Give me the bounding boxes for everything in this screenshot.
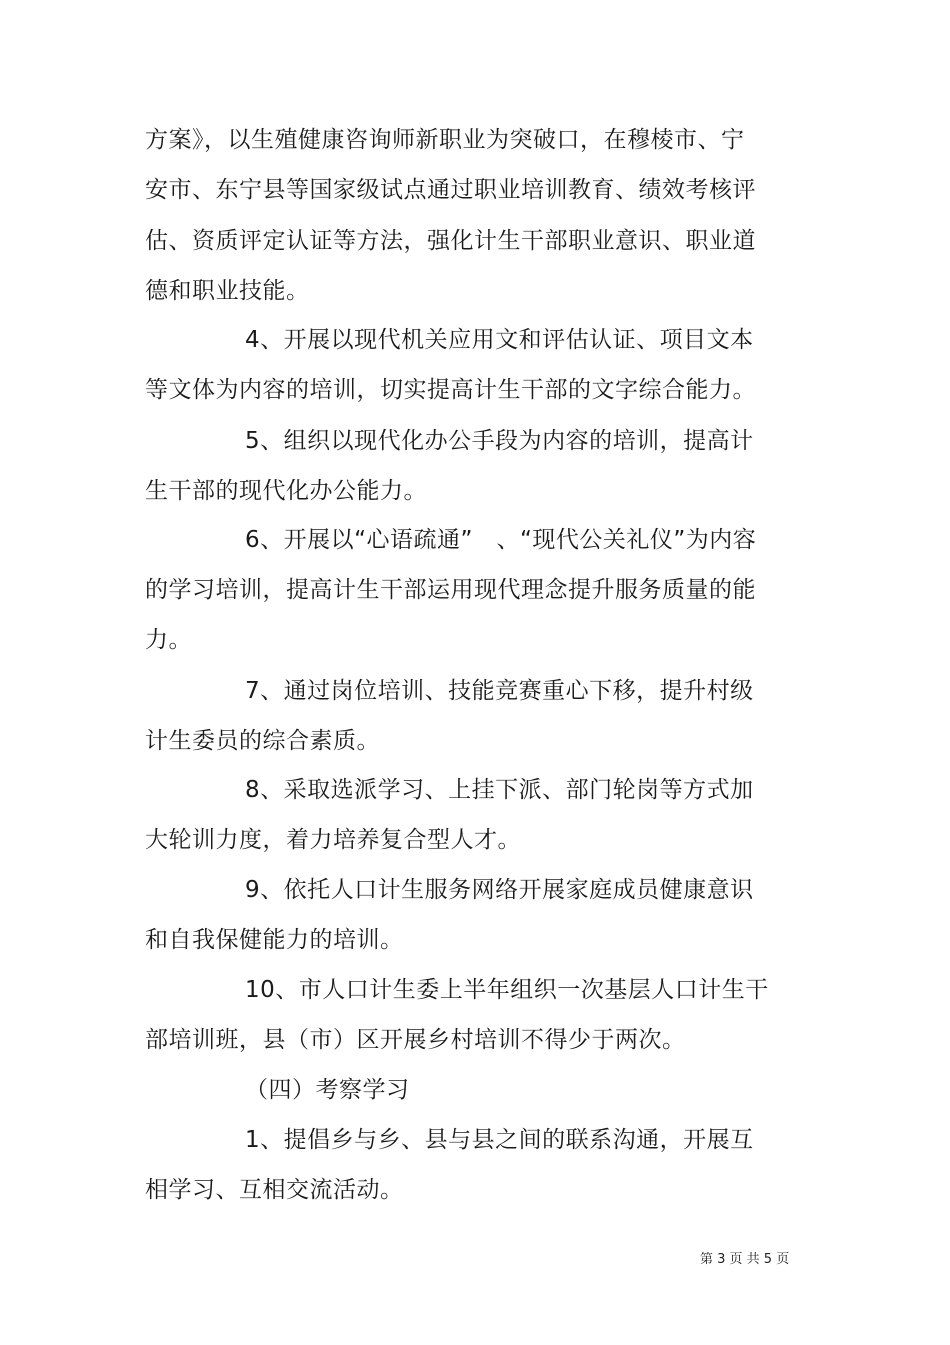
list-item-text: 9、依托人口计生服务网络开展家庭成员健康意识	[245, 877, 754, 903]
list-item-text: 10、市人口计生委上半年组织一次基层人口计生干	[245, 977, 769, 1003]
section-heading: （四）考察学习	[245, 1077, 410, 1103]
body-text-line: 安市、东宁县等国家级试点通过职业培训教育、绩效考核评	[145, 177, 756, 203]
body-text-line: 相学习、互相交流活动。	[145, 1177, 404, 1203]
page-number-footer: 第 3 页 共 5 页	[700, 1252, 790, 1267]
list-item-text: 1、提倡乡与乡、县与县之间的联系沟通，开展互	[245, 1127, 754, 1153]
list-item-text: 4、开展以现代机关应用文和评估认证、项目文本	[245, 327, 754, 353]
list-item-text: 5、组织以现代化办公手段为内容的培训，提高计	[245, 428, 754, 454]
body-text-line: 的学习培训，提高计生干部运用现代理念提升服务质量的能	[145, 577, 756, 603]
list-item-text: 6、开展以“心语疏通” 、“现代公关礼仪”为内容	[245, 527, 757, 553]
body-text-line: 等文体为内容的培训，切实提高计生干部的文字综合能力。	[145, 377, 756, 403]
body-text-line: 方案》，以生殖健康咨询师新职业为突破口，在穆棱市、宁	[145, 127, 745, 153]
body-text-line: 生干部的现代化办公能力。	[145, 478, 427, 504]
body-text-line: 大轮训力度，着力培养复合型人才。	[145, 827, 521, 853]
list-item-text: 7、通过岗位培训、技能竞赛重心下移，提升村级	[245, 678, 754, 704]
body-text-line: 部培训班，县（市）区开展乡村培训不得少于两次。	[145, 1027, 686, 1053]
body-text-line: 计生委员的综合素质。	[145, 728, 380, 754]
body-text-line: 德和职业技能。	[145, 278, 310, 304]
body-text-line: 估、资质评定认证等方法，强化计生干部职业意识、职业道	[145, 228, 756, 254]
body-text-line: 和自我保健能力的培训。	[145, 927, 404, 953]
list-item-text: 8、采取选派学习、上挂下派、部门轮岗等方式加	[245, 777, 754, 803]
body-text-line: 力。	[145, 627, 192, 653]
